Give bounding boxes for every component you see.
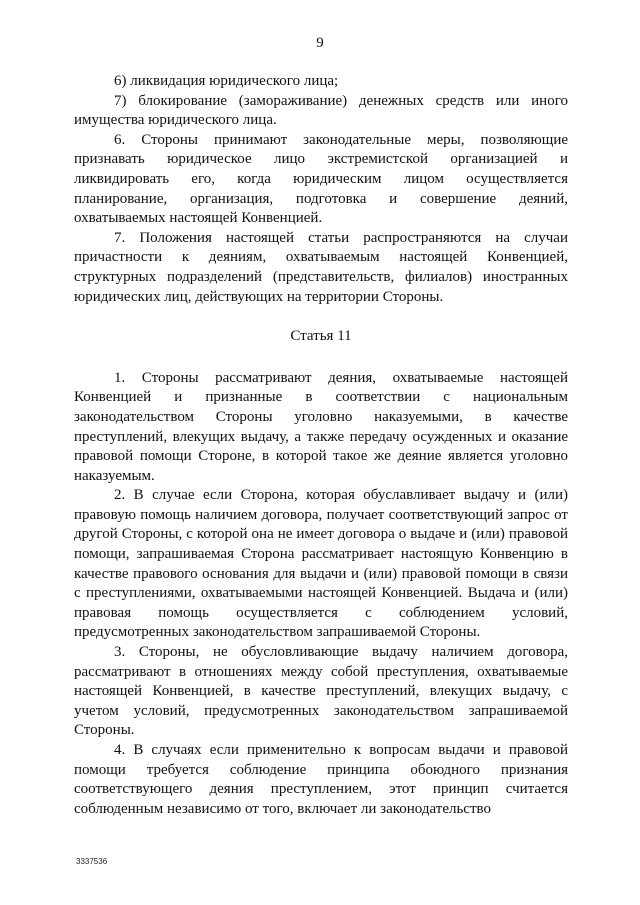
- paragraph-item-7: 7) блокирование (замораживание) денежных средств или иного имущества юридического лица.: [74, 92, 568, 129]
- document-id: 3337536: [76, 857, 108, 866]
- paragraph-item-6: 6) ликвидация юридического лица;: [114, 73, 339, 89]
- article-title: Статья 11: [290, 328, 352, 345]
- article-paragraph-1: 1. Стороны рассматривают деяния, охватываемые настоящей Конвенцией и признанные в соответствии с национальным законодательством Стороны уголовно наказуемыми, в качестве преступлений, влекущих выдачу, а также передачу осужденных и оказание правовой помощи Стороне, в которой такое же деяние является уголовно наказуемым.: [74, 369, 568, 484]
- page-number: 9: [316, 35, 324, 51]
- article-paragraph-4: 4. В случаях если применительно к вопросам выдачи и правовой помощи требуется соблюдение принципа обоюдного признания соответствующего деяния преступлением, этот принцип считается соблюденным независимо от того, включает ли законодательство: [74, 742, 568, 817]
- paragraph-clause-7: 7. Положения настоящей статьи распространяются на случаи причастности к деяниям, охватываемым настоящей Конвенцией, структурных подразделений (представительств, филиалов) иностранных юридических лиц, действующих на территории Стороны.: [74, 229, 568, 305]
- paragraph-clause-6: 6. Стороны принимают законодательные меры, позволяющие признавать юридическое лицо экстремистской организацией и ликвидировать его, когда юридическим лицом осуществляется планирование, организация, подготовка и совершение деяний, охватываемых настоящей Конвенцией.: [74, 131, 568, 227]
- article-paragraph-2: 2. В случае если Сторона, которая обуславливает выдачу и (или) правовую помощь наличием договора, получает соответствующий запрос от другой Стороны, с которой она не имеет договора о выдаче и (или) правовой помощи, запрашиваемая Сторона рассматривает настоящую Конвенцию в качестве правового основания для выдачи и (или) правовой помощи в связи с преступлениями, охватываемыми настоящей Конвенцией. Выдача и (или) правовая помощь осуществляется с соблюдением условий, предусмотренных законодательством запрашиваемой Стороны.: [74, 487, 568, 641]
- document-body: [74, 72, 568, 819]
- article-paragraph-3: 3. Стороны, не обусловливающие выдачу наличием договора, рассматривают в отношениях между собой преступления, охватываемые настоящей Конвенцией, в качестве преступлений, влекущих выдачу, с учетом условий, предусмотренных законодательством запрашиваемой Стороны.: [74, 644, 568, 739]
